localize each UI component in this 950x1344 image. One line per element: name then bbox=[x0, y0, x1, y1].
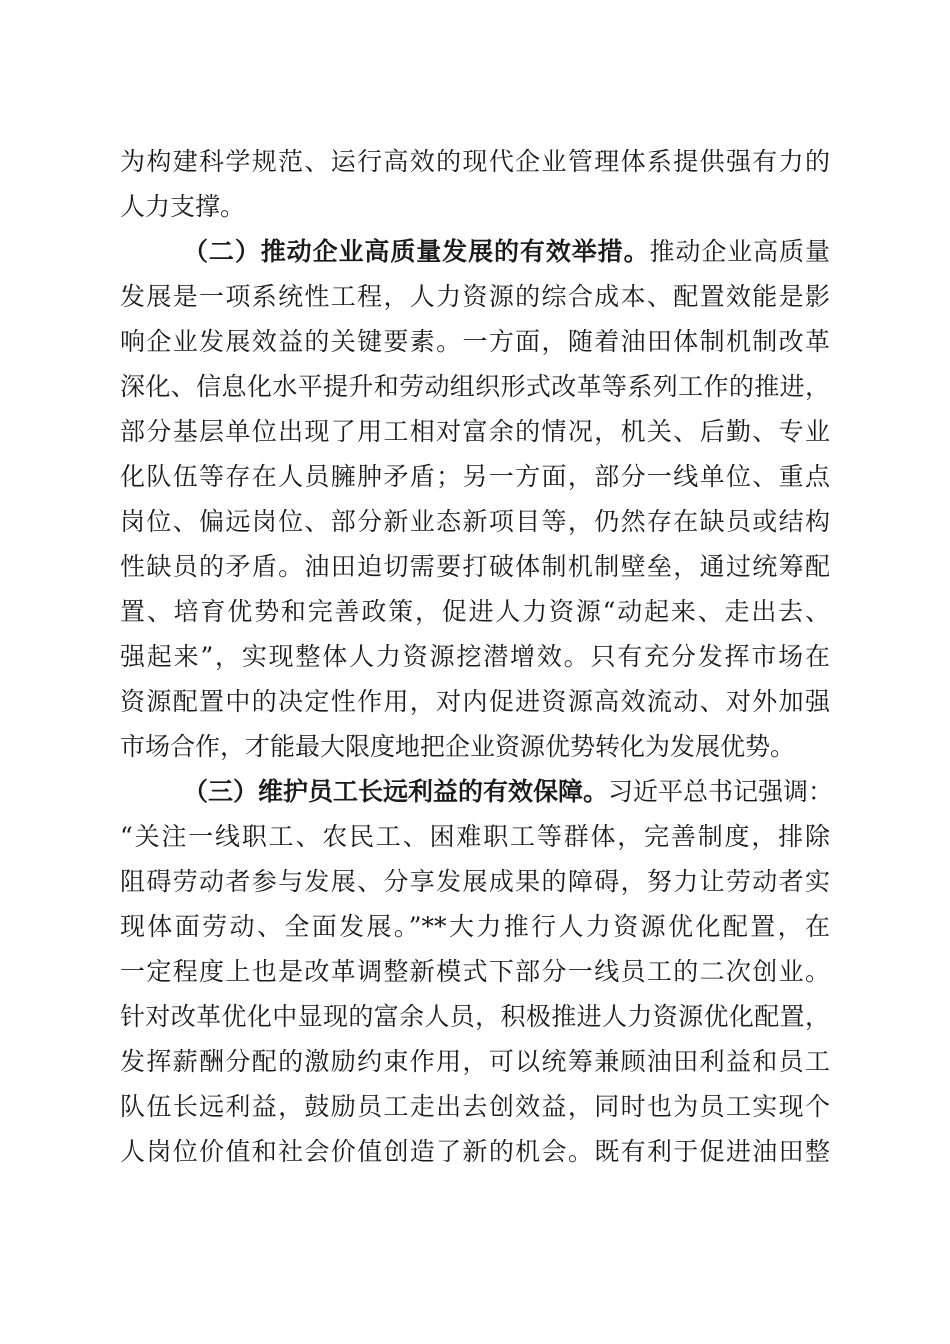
section-3-heading: （三）维护员工长远利益的有效保障。 bbox=[183, 777, 609, 806]
text-line: 性缺员的矛盾。油田迫切需要打破体制机制壁垒，通过统筹配 bbox=[120, 552, 830, 581]
text-line: 强起来”，实现整体人力资源挖潜增效。只有充分发挥市场在 bbox=[120, 642, 830, 671]
text-line: 发挥薪酬分配的激励约束作用，可以统筹兼顾油田利益和员工 bbox=[120, 1047, 830, 1076]
text-line: 人岗位价值和社会价值创造了新的机会。既有利于促进油田整 bbox=[120, 1137, 830, 1166]
text-line: 队伍长远利益，鼓励员工走出去创效益，同时也为员工实现个 bbox=[120, 1092, 830, 1121]
text-line: 置、培育优势和完善政策，促进人力资源“动起来、走出去、 bbox=[120, 597, 830, 626]
text-line: 针对改革优化中显现的富余人员，积极推进人力资源优化配置， bbox=[120, 1002, 830, 1031]
text-line: 深化、信息化水平提升和劳动组织形式改革等系列工作的推进， bbox=[120, 372, 830, 401]
section-2-first-line bbox=[183, 232, 830, 272]
text-line: 部分基层单位出现了用工相对富余的情况，机关、后勤、专业 bbox=[120, 417, 830, 446]
text-line: 发展是一项系统性工程，人力资源的综合成本、配置效能是影 bbox=[120, 282, 830, 311]
text-line: 现体面劳动、全面发展。”**大力推行人力资源优化配置，在 bbox=[120, 912, 830, 941]
text-line: 资源配置中的决定性作用，对内促进资源高效流动、对外加强 bbox=[120, 687, 830, 716]
text-line: 一定程度上也是改革调整新模式下部分一线员工的二次创业。 bbox=[120, 957, 830, 986]
text-line: 化队伍等存在人员臃肿矛盾；另一方面，部分一线单位、重点 bbox=[120, 462, 830, 491]
section-2-text: 推动企业高质量 bbox=[649, 237, 830, 266]
section-3-text: 习近平总书记强调： bbox=[608, 777, 834, 806]
text-line: 阻碍劳动者参与发展、分享发展成果的障碍，努力让劳动者实 bbox=[120, 867, 830, 896]
text-line: 岗位、偏远岗位、部分新业态新项目等，仍然存在缺员或结构 bbox=[120, 507, 830, 536]
section-3-first-line bbox=[183, 772, 834, 812]
text-line: “关注一线职工、农民工、困难职工等群体，完善制度，排除 bbox=[120, 822, 830, 851]
text-line: 为构建科学规范、运行高效的现代企业管理体系提供强有力的 bbox=[120, 147, 830, 176]
text-line: 市场合作，才能最大限度地把企业资源优势转化为发展优势。 bbox=[120, 732, 796, 761]
section-2-heading: （二）推动企业高质量发展的有效举措。 bbox=[183, 237, 650, 266]
text-line: 响企业发展效益的关键要素。一方面，随着油田体制机制改革 bbox=[120, 327, 830, 356]
text-line: 人力支撑。 bbox=[120, 192, 246, 221]
